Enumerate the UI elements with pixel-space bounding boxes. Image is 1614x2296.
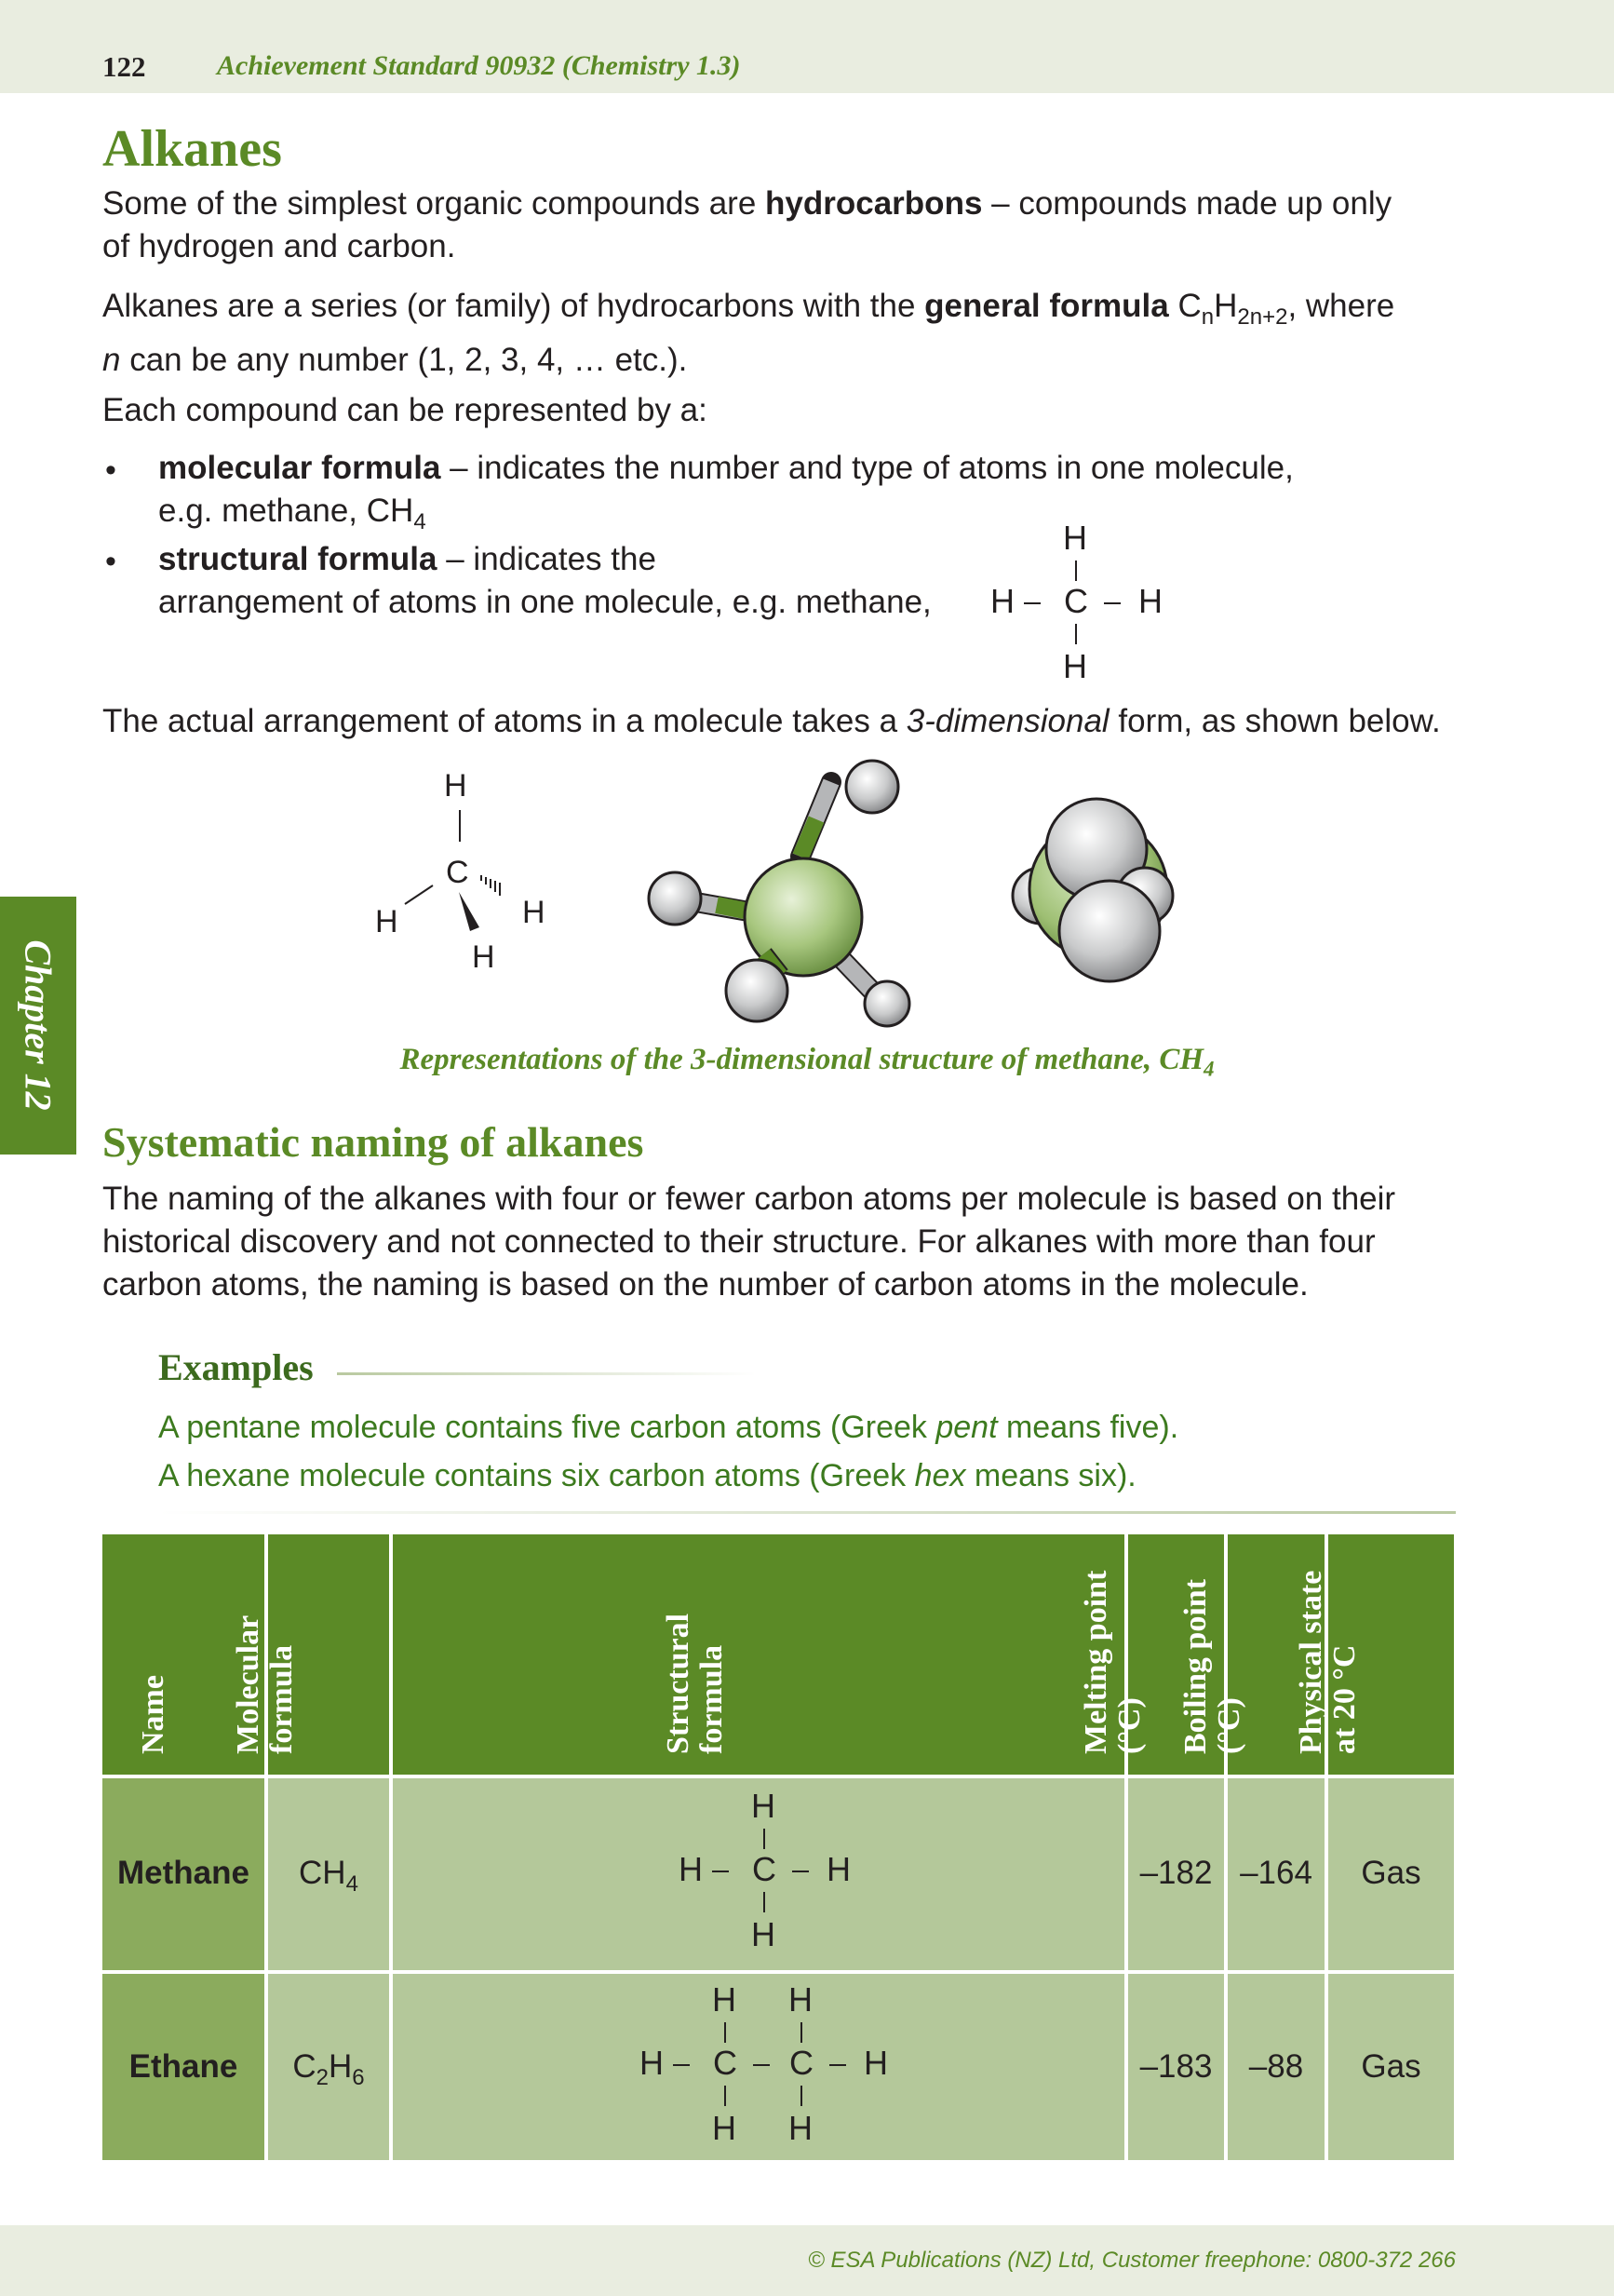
hydrocarbons-term: hydrocarbons (765, 185, 983, 222)
chapter-label: Chapter 12 (17, 939, 60, 1111)
col-header-physical-state: Physical state at 20 °C (1328, 1534, 1454, 1775)
examples-bottom-divider (158, 1511, 1456, 1514)
table-row-methane-formula: $CH_4$ (268, 1778, 389, 1970)
col-header-structural-formula: Structural formula (393, 1534, 1124, 1775)
page-header (0, 0, 1614, 93)
footer-copyright: © ESA Publications (NZ) Ltd, Customer freephone: 0800-372 266 (808, 2248, 1456, 2273)
examples-heading: Examples (158, 1346, 314, 1388)
general-formula: $C_nH_{2n+2}$ (1177, 288, 1288, 330)
methane-structural-formula: H H C H H (990, 519, 1163, 685)
ball-and-stick-model (633, 745, 931, 1033)
page-footer (0, 2225, 1614, 2296)
table-row-methane-boiling: –164 (1228, 1778, 1325, 1970)
general-formula-term: general formula (924, 288, 1169, 324)
bullet-dot: • (105, 452, 116, 488)
table-row-ethane-formula: $C_2H_6$ (268, 1974, 389, 2160)
table-row-methane-structure (393, 1778, 1124, 1970)
col-header-boiling-point: Boiling point (°C) (1228, 1534, 1325, 1775)
table-row-methane-melting: –182 (1128, 1778, 1224, 1970)
section-title-systematic-naming: Systematic naming of alkanes (102, 1118, 644, 1166)
figure-caption: Representations of the 3-dimensional structure of methane, $CH_4$ (399, 1043, 1215, 1081)
methane-wedge-dash-diagram: H C H H H (368, 769, 572, 983)
intro-paragraph: Some of the simplest organic compounds are hydrocarbons – compounds made up only of hydrogen and carbon. (102, 185, 1392, 264)
bullet-dot: • (105, 544, 116, 579)
col-header-melting-point: Melting point (°C) (1128, 1534, 1224, 1775)
table-row-ethane-boiling: –88 (1228, 1974, 1325, 2160)
table-row-ethane-melting: –183 (1128, 1974, 1224, 2160)
table-row-ethane-name: Ethane (102, 1974, 264, 2160)
ethane-table-structural-formula: H H H C C H H H (639, 1980, 888, 2147)
col-header-name: Name (102, 1534, 264, 1775)
table-row-ethane-structure (393, 1974, 1124, 2160)
table-row-methane-state: Gas (1328, 1778, 1454, 1970)
bullet-molecular-formula: molecular formula – indicates the number and type of atoms in one molecule, e.g. methane, $CH_4$ (158, 450, 1294, 534)
naming-paragraph: The naming of the alkanes with four or fewer carbon atoms per molecule is based on their historical discovery and not connected to their structure. For alkanes with more than four carbon atoms, the naming is based on the number of carbon atoms in the molecule. (102, 1181, 1396, 1303)
wedge-dash-bonds (368, 769, 572, 983)
general-formula-paragraph: Alkanes are a series (or family) of hydrocarbons with the general formula $C_nH_{2n+2}$, where n can be any number (1, 2, 3, 4, … etc.). (102, 288, 1395, 378)
examples-divider (337, 1372, 756, 1375)
space-filling-model (1005, 791, 1191, 987)
representation-intro: Each compound can be represented by a: (102, 392, 707, 428)
methane-table-structural-formula: H H C H H (679, 1787, 851, 1953)
table-row-ethane-state: Gas (1328, 1974, 1454, 2160)
chapter-tab (0, 897, 76, 1155)
col-header-molecular-formula: Molecular formula (268, 1534, 389, 1775)
table-row-methane-name: Methane (102, 1778, 264, 1970)
alkanes-table (102, 1534, 1454, 2160)
section-title-alkanes: Alkanes (102, 120, 282, 178)
three-d-paragraph: The actual arrangement of atoms in a molecule takes a 3-dimensional form, as shown below. (102, 703, 1441, 739)
example-pentane: A pentane molecule contains five carbon atoms (Greek pent means five). (158, 1410, 1179, 1445)
running-title: Achievement Standard 90932 (Chemistry 1.3) (217, 50, 741, 81)
bullet-structural-formula: structural formula – indicates the arrangement of atoms in one molecule, e.g. methane, (158, 541, 932, 620)
page-number: 122 (102, 50, 146, 83)
example-hexane: A hexane molecule contains six carbon atoms (Greek hex means six). (158, 1458, 1137, 1493)
